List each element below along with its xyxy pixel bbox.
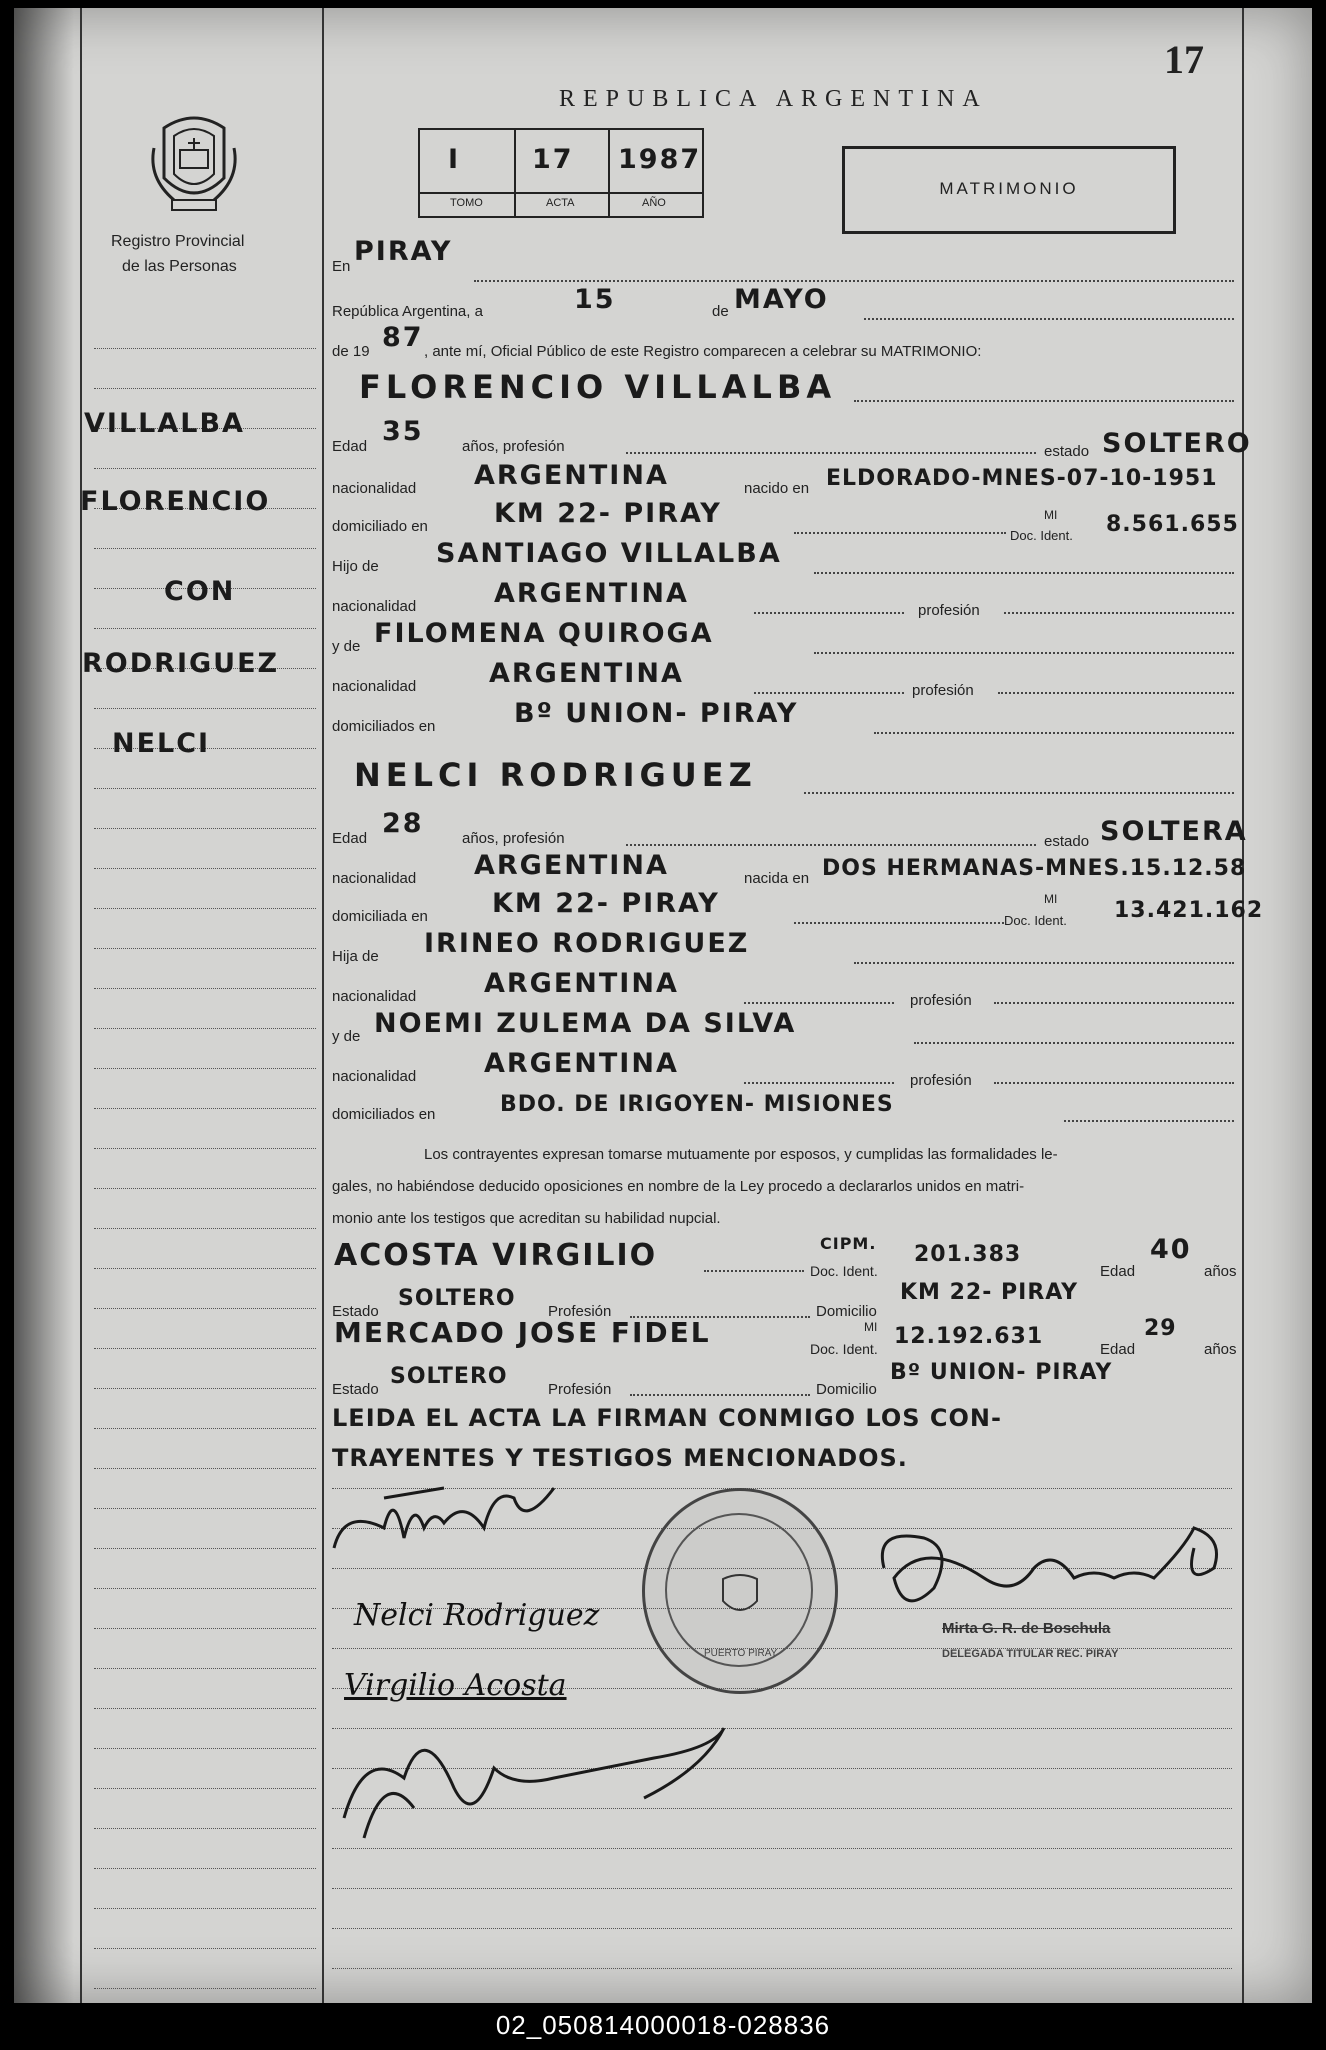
groom-nacido-label: nacido en <box>744 480 810 497</box>
margin-ruled-line <box>94 1788 316 1789</box>
witness2-domicilio: Bº UNION- PIRAY <box>890 1360 1113 1385</box>
margin-ruled-line <box>94 1868 316 1869</box>
bride-name: NELCI RODRIGUEZ <box>354 756 757 794</box>
witness2-doc-label: Doc. Ident. <box>810 1341 878 1357</box>
bride-hija-label: Hija de <box>332 948 379 965</box>
stamp-shield-icon <box>715 1571 765 1621</box>
registry-name-line2: de las Personas <box>122 258 237 275</box>
groom-doc-label: Doc. Ident. <box>1010 528 1073 543</box>
margin-ruled-line <box>94 1748 316 1749</box>
bride-y-de-label: y de <box>332 1028 361 1045</box>
groom-y-de-label: y de <box>332 638 361 655</box>
groom-mother: FILOMENA QUIROGA <box>374 618 714 649</box>
body-ruled-line <box>332 1968 1232 1969</box>
margin-surname-groom: VILLALBA <box>84 408 245 439</box>
witness2-name: MERCADO JOSE FIDEL <box>334 1316 711 1349</box>
witness2-doc-type: MI <box>864 1320 878 1334</box>
record-type: MATRIMONIO <box>939 179 1079 198</box>
day: 15 <box>574 284 616 315</box>
groom-nacionalidad-label: nacionalidad <box>332 480 417 497</box>
margin-ruled-line <box>94 1148 316 1149</box>
body-ruled-line <box>332 1848 1232 1849</box>
margin-ruled-line <box>94 1108 316 1109</box>
witness2-estado-label: Estado <box>332 1381 379 1398</box>
margin-ruled-line <box>94 1068 316 1069</box>
groom-parents-domicilio: Bº UNION- PIRAY <box>514 698 799 729</box>
registry-name-line1: Registro Provincial <box>111 233 245 250</box>
right-margin-line <box>1242 8 1244 2003</box>
declaration-line1: Los contrayentes expresan tomarse mutuamente por esposos, y cumplidas las formalidades le- <box>424 1146 1058 1163</box>
witness2-domicilio-label: Domicilio <box>816 1381 877 1398</box>
witness1-signature: Virgilio Acosta <box>344 1668 567 1703</box>
groom-doc: 8.561.655 <box>1106 512 1239 537</box>
margin-ruled-line <box>94 388 316 389</box>
margin-ruled-line <box>94 1908 316 1909</box>
tomo-label: TOMO <box>450 197 483 209</box>
margin-ruled-line <box>94 1028 316 1029</box>
republica-label: República Argentina, a <box>332 303 483 320</box>
groom-domicilio-label: domiciliado en <box>332 518 428 535</box>
bride-domicilio: KM 22- PIRAY <box>492 888 720 919</box>
margin-ruled-line <box>94 868 316 869</box>
bride-estado-label: estado <box>1044 833 1090 850</box>
groom-hijo-label: Hijo de <box>332 558 379 575</box>
witness1-domicilio-label: Domicilio <box>816 1303 877 1320</box>
de-label: de <box>712 303 729 320</box>
bride-father-nat-label: nacionalidad <box>332 988 417 1005</box>
country-header: REPUBLICA ARGENTINA <box>559 86 988 112</box>
bride-nacionalidad-label: nacionalidad <box>332 870 417 887</box>
groom-doc-type: MI <box>1044 508 1058 522</box>
groom-father-nat-label: nacionalidad <box>332 598 417 615</box>
official-round-stamp <box>642 1488 838 1694</box>
groom-name: FLORENCIO VILLALBA <box>359 368 837 406</box>
groom-father: SANTIAGO VILLALBA <box>436 538 782 569</box>
witness2-signature <box>324 1708 744 1848</box>
bride-mother: NOEMI ZULEMA DA SILVA <box>374 1008 797 1039</box>
margin-surname-bride: RODRIGUEZ <box>82 648 280 679</box>
body-ruled-line <box>332 1888 1232 1889</box>
groom-mother-nat-label: nacionalidad <box>332 678 417 695</box>
declaration-line3: monio ante los testigos que acreditan su habilidad nupcial. <box>332 1210 721 1227</box>
groom-domiciliados-label: domiciliados en <box>332 718 436 735</box>
witness2-anos-label: años <box>1204 1341 1237 1358</box>
margin-ruled-line <box>94 988 316 989</box>
witness1-age: 40 <box>1150 1234 1192 1265</box>
groom-edad-label: Edad <box>332 438 368 455</box>
bride-doc: 13.421.162 <box>1114 898 1264 923</box>
officer-name: Mirta G. R. de Boschula <box>942 1620 1111 1637</box>
margin-ruled-line <box>94 1988 316 1989</box>
groom-signature <box>324 1468 584 1568</box>
bride-parents-domicilio: BDO. DE IRIGOYEN- MISIONES <box>500 1092 894 1117</box>
bride-mother-prof-label: profesión <box>910 1072 972 1089</box>
witness2-edad-label: Edad <box>1100 1341 1136 1358</box>
body-ruled-line <box>332 1928 1232 1929</box>
margin-ruled-line <box>94 1508 316 1509</box>
witness1-doc: 201.383 <box>914 1242 1022 1267</box>
margin-firstname-bride: NELCI <box>112 728 211 759</box>
margin-ruled-line <box>94 1188 316 1189</box>
groom-estado-label: estado <box>1044 443 1090 460</box>
closing-line2: TRAYENTES Y TESTIGOS MENCIONADOS. <box>332 1444 908 1472</box>
margin-ruled-line <box>94 1588 316 1589</box>
bride-doc-label: Doc. Ident. <box>1004 913 1067 928</box>
margin-ruled-line <box>94 908 316 909</box>
bride-domiciliados-label: domiciliados en <box>332 1106 436 1123</box>
witness1-domicilio: KM 22- PIRAY <box>900 1280 1079 1305</box>
groom-nacionalidad: ARGENTINA <box>474 460 669 491</box>
groom-domicilio: KM 22- PIRAY <box>494 498 722 529</box>
witness2-estado: SOLTERO <box>390 1364 508 1389</box>
witness1-doc-label: Doc. Ident. <box>810 1263 878 1279</box>
groom-birth: ELDORADO-MNES-07-10-1951 <box>826 466 1218 491</box>
intro-statement: , ante mí, Oficial Público de este Registro comparecen a celebrar su MATRIMONIO: <box>424 343 982 360</box>
margin-ruled-line <box>94 1828 316 1829</box>
margin-ruled-line <box>94 1948 316 1949</box>
bride-edad-label: Edad <box>332 830 368 847</box>
bride-signature: Nelci Rodriguez <box>354 1598 600 1633</box>
margin-ruled-line <box>94 348 316 349</box>
groom-estado: SOLTERO <box>1102 428 1252 459</box>
left-margin-line <box>80 8 82 2003</box>
margin-ruled-line <box>94 1628 316 1629</box>
groom-anos-profesion: años, profesión <box>462 438 565 455</box>
groom-age: 35 <box>382 416 424 447</box>
record-reference-box <box>418 128 704 218</box>
witness1-name: ACOSTA VIRGILIO <box>334 1238 658 1273</box>
declaration-line2: gales, no habiéndose deducido oposiciones en nombre de la Ley procedo a declararlos unidos en matri- <box>332 1178 1025 1195</box>
bride-birth: DOS HERMANAS-MNES.15.12.58 <box>822 856 1247 881</box>
witness2-doc: 12.192.631 <box>894 1324 1044 1349</box>
bride-father-prof-label: profesión <box>910 992 972 1009</box>
month: MAYO <box>734 284 829 315</box>
bride-anos-profesion: años, profesión <box>462 830 565 847</box>
witness2-profesion-label: Profesión <box>548 1381 612 1398</box>
witness1-estado: SOLTERO <box>398 1286 516 1311</box>
groom-father-nat: ARGENTINA <box>494 578 689 609</box>
bride-nacionalidad: ARGENTINA <box>474 850 669 881</box>
margin-con: CON <box>164 576 236 607</box>
bride-age: 28 <box>382 808 424 839</box>
margin-ruled-line <box>94 628 316 629</box>
margin-ruled-line <box>94 1388 316 1389</box>
bride-mother-nat: ARGENTINA <box>484 1048 679 1079</box>
margin-ruled-line <box>94 828 316 829</box>
margin-ruled-line <box>94 1548 316 1549</box>
margin-ruled-line <box>94 548 316 549</box>
margin-ruled-line <box>94 788 316 789</box>
witness1-profesion-label: Profesión <box>548 1303 612 1320</box>
margin-firstname-groom: FLORENCIO <box>80 486 271 517</box>
year-prefix: de 19 <box>332 343 370 360</box>
place: PIRAY <box>354 236 453 267</box>
column-divider-line <box>322 8 324 2003</box>
bride-father: IRINEO RODRIGUEZ <box>424 928 750 959</box>
record-type-box <box>842 146 1176 234</box>
groom-mother-prof-label: profesión <box>912 682 974 699</box>
scan-footer-code: 02_050814000018-028836 <box>495 2010 831 2040</box>
acta-value: 17 <box>532 144 574 175</box>
year-suffix: 87 <box>382 322 424 353</box>
tomo-value: I <box>448 144 461 175</box>
register-page <box>14 8 1312 2003</box>
margin-ruled-line <box>94 1668 316 1669</box>
officer-title: DELEGADA TITULAR REC. PIRAY <box>942 1648 1119 1660</box>
bride-estado: SOLTERA <box>1100 816 1248 847</box>
bride-nacida-label: nacida en <box>744 870 810 887</box>
witness2-age: 29 <box>1144 1316 1177 1341</box>
witness1-doc-type: CIPM. <box>820 1234 877 1253</box>
margin-ruled-line <box>94 1708 316 1709</box>
margin-ruled-line <box>94 1468 316 1469</box>
margin-ruled-line <box>94 948 316 949</box>
witness1-edad-label: Edad <box>1100 1263 1136 1280</box>
margin-ruled-line <box>94 1428 316 1429</box>
en-label: En <box>332 258 351 275</box>
witness1-anos-label: años <box>1204 1263 1237 1280</box>
groom-father-prof-label: profesión <box>918 602 980 619</box>
anio-label: AÑO <box>642 197 666 209</box>
margin-ruled-line <box>94 1268 316 1269</box>
coat-of-arms-icon <box>144 108 244 218</box>
margin-ruled-line <box>94 1308 316 1309</box>
bride-father-nat: ARGENTINA <box>484 968 679 999</box>
bride-domicilio-label: domiciliada en <box>332 908 428 925</box>
margin-ruled-line <box>94 1228 316 1229</box>
witness1-estado-label: Estado <box>332 1303 379 1320</box>
margin-ruled-line <box>94 708 316 709</box>
closing-line1: LEIDA EL ACTA LA FIRMAN CONMIGO LOS CON- <box>332 1404 1002 1432</box>
margin-ruled-line <box>94 468 316 469</box>
margin-ruled-line <box>94 1348 316 1349</box>
page-number: 17 <box>1164 37 1204 82</box>
bride-mother-nat-label: nacionalidad <box>332 1068 417 1085</box>
groom-mother-nat: ARGENTINA <box>489 658 684 689</box>
anio-value: 1987 <box>618 144 702 175</box>
bride-doc-type: MI <box>1044 892 1058 906</box>
acta-label: ACTA <box>546 197 575 209</box>
stamp-location: PUERTO PIRAY <box>704 1648 778 1659</box>
